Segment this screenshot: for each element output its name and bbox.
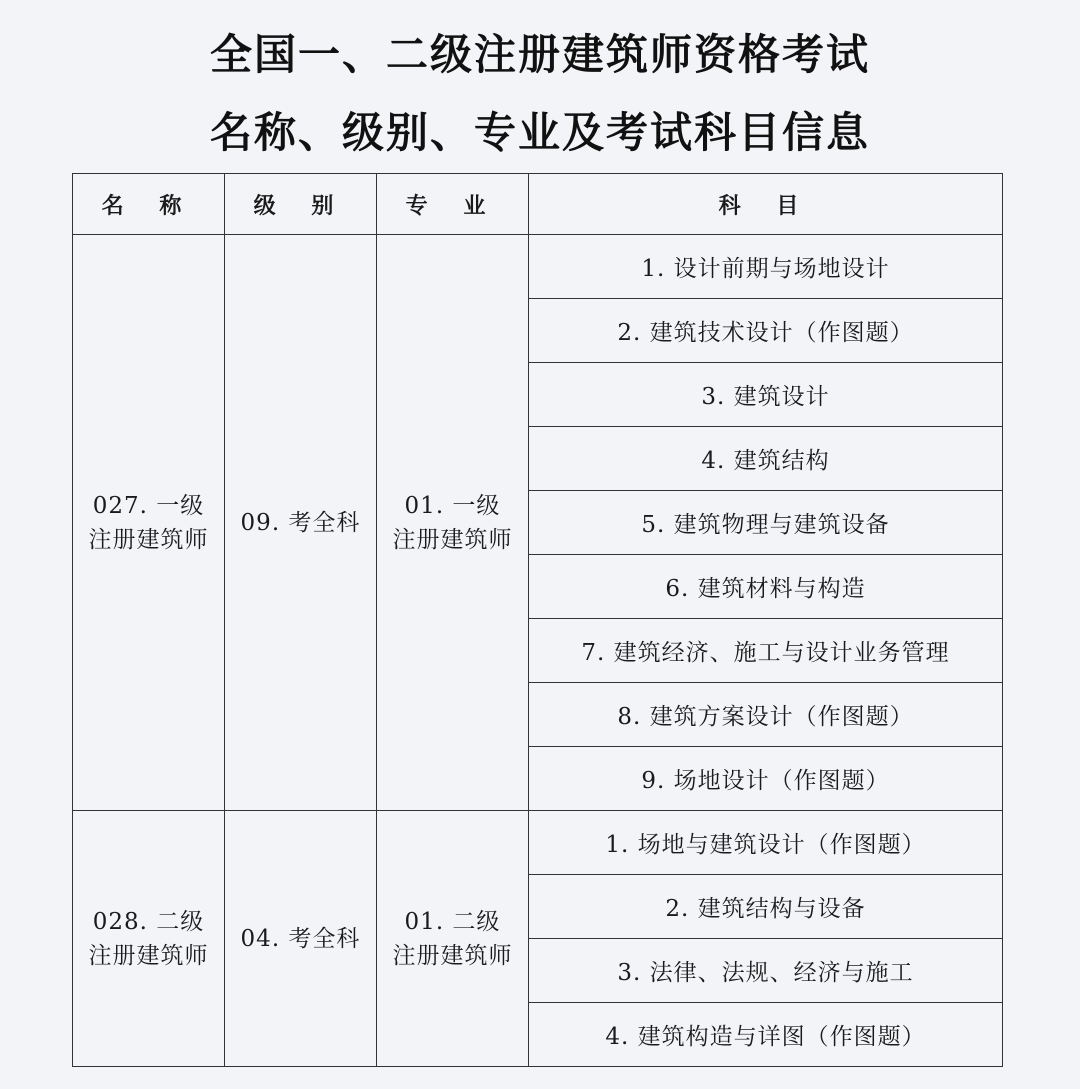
header-name: 名 称 [73, 174, 225, 235]
subject-cell: 9. 场地设计（作图题） [529, 747, 1003, 811]
header-level: 级 别 [225, 174, 377, 235]
exam-info-table [72, 173, 1003, 1067]
group2-name-cell [73, 811, 225, 1067]
group2-name-line2: 注册建筑师 [88, 942, 209, 969]
group1-level-cell [225, 235, 377, 811]
group1-name-line1: 027. 一级 [92, 492, 205, 519]
group1-name-cell [73, 235, 225, 811]
group1-level: 09. 考全科 [240, 509, 361, 536]
group2-major-line2: 注册建筑师 [392, 942, 513, 969]
document-title-line1: 全国一、二级注册建筑师资格考试 [209, 30, 870, 79]
group2-name-line1: 028. 二级 [92, 908, 205, 935]
table-row [73, 811, 1003, 875]
subject-cell: 3. 法律、法规、经济与施工 [529, 939, 1003, 1003]
subject-cell: 2. 建筑技术设计（作图题） [529, 299, 1003, 363]
group1-major-line1: 01. 一级 [404, 492, 501, 519]
subject-cell: 3. 建筑设计 [529, 363, 1003, 427]
subject-cell: 8. 建筑方案设计（作图题） [529, 683, 1003, 747]
header-subjects: 科 目 [529, 174, 1003, 235]
group1-name-line2: 注册建筑师 [88, 526, 209, 553]
subject-cell: 2. 建筑结构与设备 [529, 875, 1003, 939]
group1-major-cell [377, 235, 529, 811]
group2-major-line1: 01. 二级 [404, 908, 501, 935]
group2-level: 04. 考全科 [240, 925, 361, 952]
subject-cell: 1. 设计前期与场地设计 [529, 235, 1003, 299]
subject-cell: 1. 场地与建筑设计（作图题） [529, 811, 1003, 875]
subject-cell: 7. 建筑经济、施工与设计业务管理 [529, 619, 1003, 683]
group2-major-cell [377, 811, 529, 1067]
group1-major-line2: 注册建筑师 [392, 526, 513, 553]
subject-cell: 4. 建筑结构 [529, 427, 1003, 491]
subject-cell: 6. 建筑材料与构造 [529, 555, 1003, 619]
group2-level-cell [225, 811, 377, 1067]
table-row [73, 235, 1003, 299]
header-major: 专 业 [377, 174, 529, 235]
header-row [73, 174, 1003, 235]
subject-cell: 5. 建筑物理与建筑设备 [529, 491, 1003, 555]
subject-cell: 4. 建筑构造与详图（作图题） [529, 1003, 1003, 1067]
document-title-line2: 名称、级别、专业及考试科目信息 [209, 108, 870, 157]
